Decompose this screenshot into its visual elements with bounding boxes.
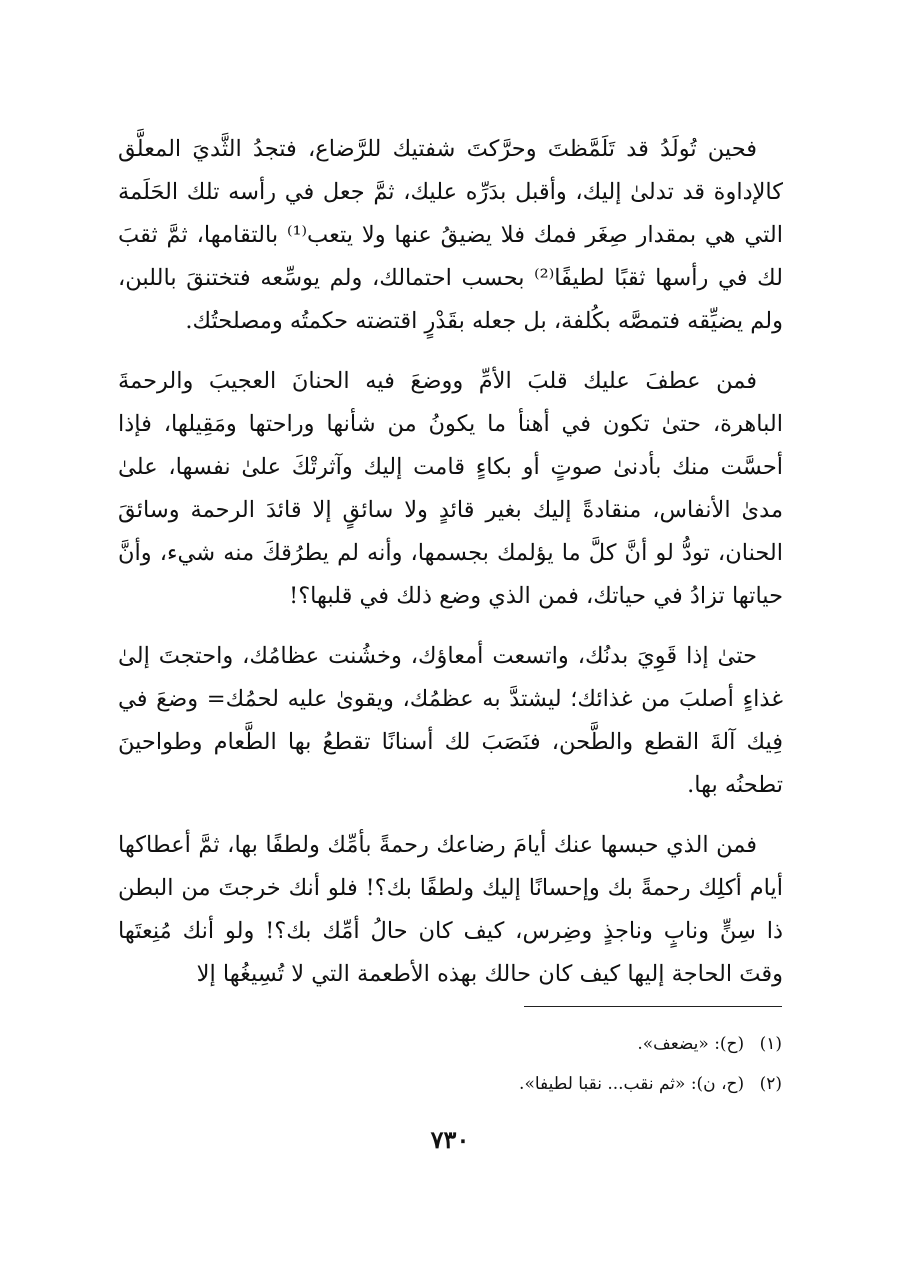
footnote-1 <box>117 1024 782 1064</box>
page-body <box>118 128 783 1013</box>
footnote-2-text: (ح، ن): «ثم نقب... نقبا لطيفا». <box>519 1074 745 1094</box>
footnote-1-number: (١) <box>759 1034 782 1054</box>
footnote-divider <box>524 1006 782 1007</box>
footnote-2 <box>117 1064 782 1104</box>
footnotes <box>117 1024 782 1104</box>
paragraph-3: حتىٰ إذا قَوِيَ بدنُك، واتسعت أمعاؤك، وخشُنت عظامُك، واحتجتَ إلىٰ غذاءٍ أصلبَ من غذائك؛ ليشتدَّ به عظمُك، ويقوىٰ عليه لحمُك= وضعَ في فِيك آلةَ القطع والطَّحن، فنَصَبَ لك أسنانًا تقطعُ بها الطَّعام وطواحينَ تطحنُه بها. <box>118 643 783 798</box>
paragraph-4: فمن الذي حبسها عنك أيامَ رضاعك رحمةً بأمِّك ولطفًا بها، ثمَّ أعطاكها أيام أكلِك رحمةً بك وإحسانًا إليك ولطفًا بك؟! فلو أنك خرجتَ من البطن ذا سِنٍّ ونابٍ وناجذٍ وضِرس، كيف كان حالُ أمِّك بك؟! ولو أنك مُنِعتَها وقتَ الحاجة إليها كيف كان حالك بهذه الأطعمة التي لا تُسِيغُها إلا <box>118 832 783 987</box>
paragraph-1: فحين تُولَدُ قد تَلَمَّظتَ وحرَّكتَ شفتيك للرَّضاع، فتجدُ الثَّديَ المعلَّق كالإداوة قد تدلىٰ إليك، وأقبل بدَرِّه عليك، ثمَّ جعل في رأسه تلك الحَلَمة التي هي بمقدار صِغَر فمك فلا يضيقُ عنها ولا يتعب⁽¹⁾ بالتقامها، ثمَّ ثقبَ لك في رأسها ثقبًا لطيفًا⁽²⁾ بحسب احتمالك، ولم يوسِّعه فتختنقَ باللبن، ولم يضيِّقه فتمصَّه بكُلفة، بل جعله بقَدْرٍ اقتضته حكمتُه ومصلحتُك. <box>118 136 783 334</box>
page-number: ٧٣٠ <box>430 1125 470 1154</box>
footnote-1-text: (ح): «يضعف». <box>637 1034 745 1054</box>
paragraph-2: فمن عطفَ عليك قلبَ الأمِّ ووضعَ فيه الحنانَ العجيبَ والرحمةَ الباهرة، حتىٰ تكون في أهنأ ما يكونُ من شأنها وراحتها ومَقِيلها، فإذا أحسَّت منك بأدنىٰ صوتٍ أو بكاءٍ قامت إليك وآثرتْكَ علىٰ نفسها، علىٰ مدىٰ الأنفاس، منقادةً إليك بغير قائدٍ ولا سائقٍ إلا قائدَ الرحمة وسائقَ الحنان، تودُّ لو أنَّ كلَّ ما يؤلمك بجسمها، وأنه لم يطرُقكَ منه شيء، وأنَّ حياتها تزادُ في حياتك، فمن الذي وضع ذلك في قلبها؟! <box>118 368 783 609</box>
footnote-2-number: (٢) <box>759 1074 782 1094</box>
